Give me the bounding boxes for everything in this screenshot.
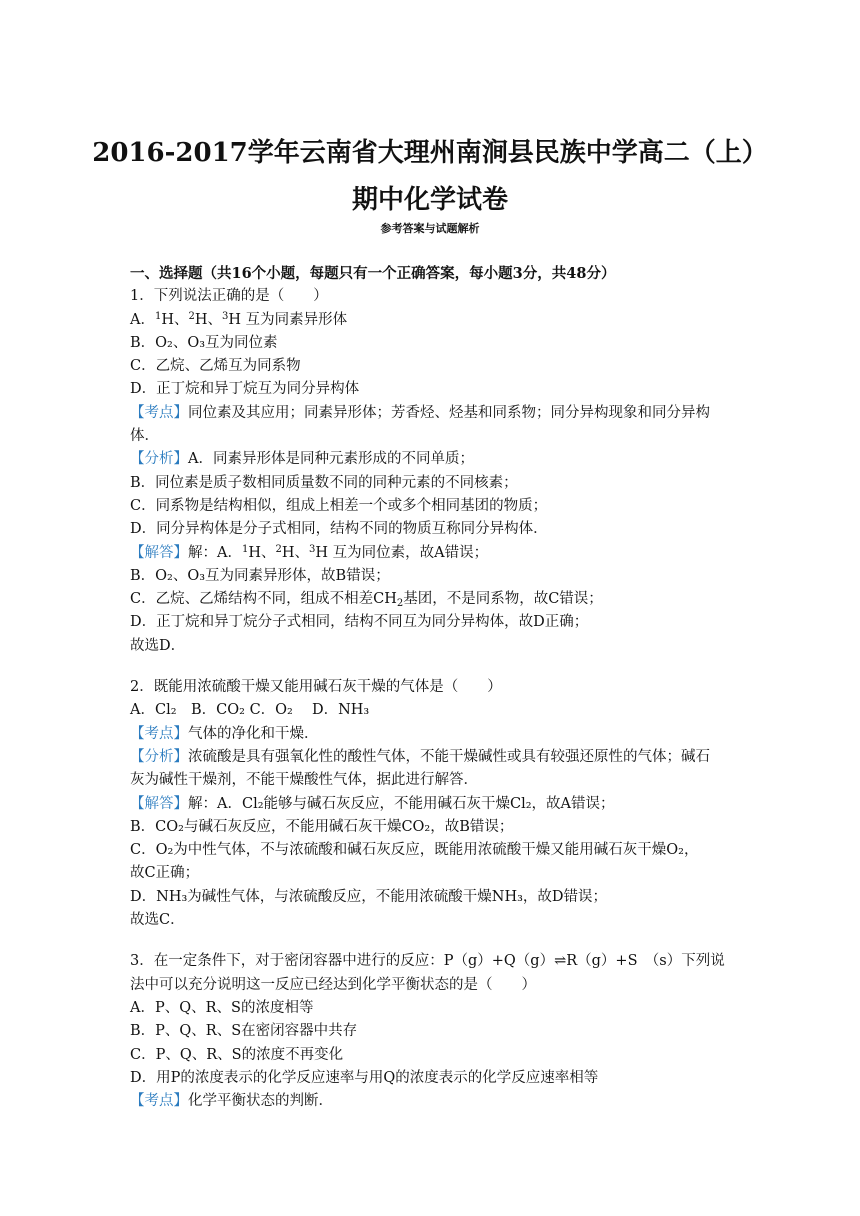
- q3-option-a: A．P、Q、R、S的浓度相等: [130, 999, 314, 1016]
- kaodian-tag: 【考点】: [130, 725, 188, 742]
- q2-jieda-b: B．CO₂与碱石灰反应，不能用碱石灰干燥CO₂，故B错误；: [130, 818, 514, 835]
- q1-option-b: B．O₂、O₃互为同位素: [130, 334, 278, 351]
- kaodian-tag: 【考点】: [130, 1093, 188, 1110]
- section-heading: 一、选择题（共16个小题，每题只有一个正确答案，每小题3分，共48分）: [130, 265, 616, 282]
- document-body: [130, 262, 730, 1113]
- q1-fenxi-d: D．同分异构体是分子式相同，结构不同的物质互称同分异构体．: [130, 521, 548, 538]
- q2-fenxi-cont: 灰为碱性干燥剂，不能干燥酸性气体，据此进行解答．: [130, 772, 478, 789]
- q2-answer: 故选C．: [130, 912, 185, 929]
- q1-fenxi-c: C．同系物是结构相似，组成上相差一个或多个相同基团的物质；: [130, 497, 548, 514]
- fenxi-tag: 【分析】: [130, 748, 188, 765]
- q3-stem: 3．在一定条件下，对于密闭容器中进行的反应：P（g）+Q（g）⇌R（g）+S （s）下列说: [130, 953, 725, 970]
- fenxi-tag: 【分析】: [130, 451, 188, 468]
- q3-option-c: C．P、Q、R、S的浓度不再变化: [130, 1046, 344, 1063]
- q1-option-a: A．$^1$H、$^2$H、$^3$H 互为同素异形体: [130, 310, 348, 328]
- q1-jieda-c: C．乙烷、乙烯结构不同，组成不相差$CH_2$基团，不是同系物，故C错误；: [130, 591, 603, 610]
- q2-options: A．Cl₂ B．CO₂ C．O₂ D．NH₃: [130, 702, 370, 719]
- jieda-tag: 【解答】: [130, 544, 188, 561]
- q2-jieda: 【解答】解：A．Cl₂能够与碱石灰反应，不能用碱石灰干燥Cl₂，故A错误；: [130, 795, 615, 812]
- q2-fenxi: 【分析】浓硫酸是具有强氧化性的酸性气体，不能干燥碱性或具有较强还原性的气体；碱石: [130, 748, 710, 765]
- q1-kaodian-cont: 体．: [130, 428, 159, 445]
- q2-jieda-c-cont: 故C正确；: [130, 865, 200, 882]
- q1-option-d: D．正丁烷和异丁烷互为同分异构体: [130, 381, 360, 398]
- q1-jieda-d: D．正丁烷和异丁烷分子式相同，结构不同互为同分异构体，故D正确；: [130, 614, 589, 631]
- q1-option-c: C．乙烷、乙烯互为同系物: [130, 358, 301, 375]
- q2-kaodian: 【考点】气体的净化和干燥．: [130, 725, 319, 742]
- q1-jieda-b: B．O₂、O₃互为同素异形体，故B错误；: [130, 567, 390, 584]
- q3-stem-cont: 法中可以充分说明这一反应已经达到化学平衡状态的是（ ）: [130, 976, 536, 993]
- q2-jieda-c: C．O₂为中性气体，不与浓硫酸和碱石灰反应，既能用浓硫酸干燥又能用碱石灰干燥O₂，: [130, 842, 699, 859]
- jieda-tag: 【解答】: [130, 795, 188, 812]
- q3-kaodian: 【考点】化学平衡状态的判断．: [130, 1093, 333, 1110]
- q1-fenxi-b: B．同位素是质子数相同质量数不同的同种元素的不同核素；: [130, 474, 518, 491]
- q1-fenxi: 【分析】A．同素异形体是同种元素形成的不同单质；: [130, 451, 474, 468]
- q2-jieda-d: D．NH₃为碱性气体，与浓硫酸反应，不能用浓硫酸干燥NH₃，故D错误；: [130, 888, 608, 905]
- document-title-line1: 2016-2017学年云南省大理州南涧县民族中学高二（上）: [92, 138, 768, 168]
- q1-answer: 故选D．: [130, 637, 186, 654]
- q1-kaodian: 【考点】同位素及其应用；同素异形体；芳香烃、烃基和同系物；同分异构现象和同分异构: [130, 404, 710, 421]
- q1-jieda: 【解答】解：A．$^1$H、$^2$H、$^3$H 互为同位素，故A错误；: [130, 543, 489, 561]
- q3-option-b: B．P、Q、R、S在密闭容器中共存: [130, 1023, 358, 1040]
- q1-stem: 1．下列说法正确的是（ ）: [130, 288, 328, 305]
- q2-stem: 2．既能用浓硫酸干燥又能用碱石灰干燥的气体是（ ）: [130, 679, 502, 696]
- document-subtitle: 参考答案与试题解析: [380, 222, 480, 235]
- q3-option-d: D．用P的浓度表示的化学反应速率与用Q的浓度表示的化学反应速率相等: [130, 1069, 599, 1086]
- kaodian-tag: 【考点】: [130, 404, 188, 421]
- document-title-line2: 期中化学试卷: [351, 185, 508, 215]
